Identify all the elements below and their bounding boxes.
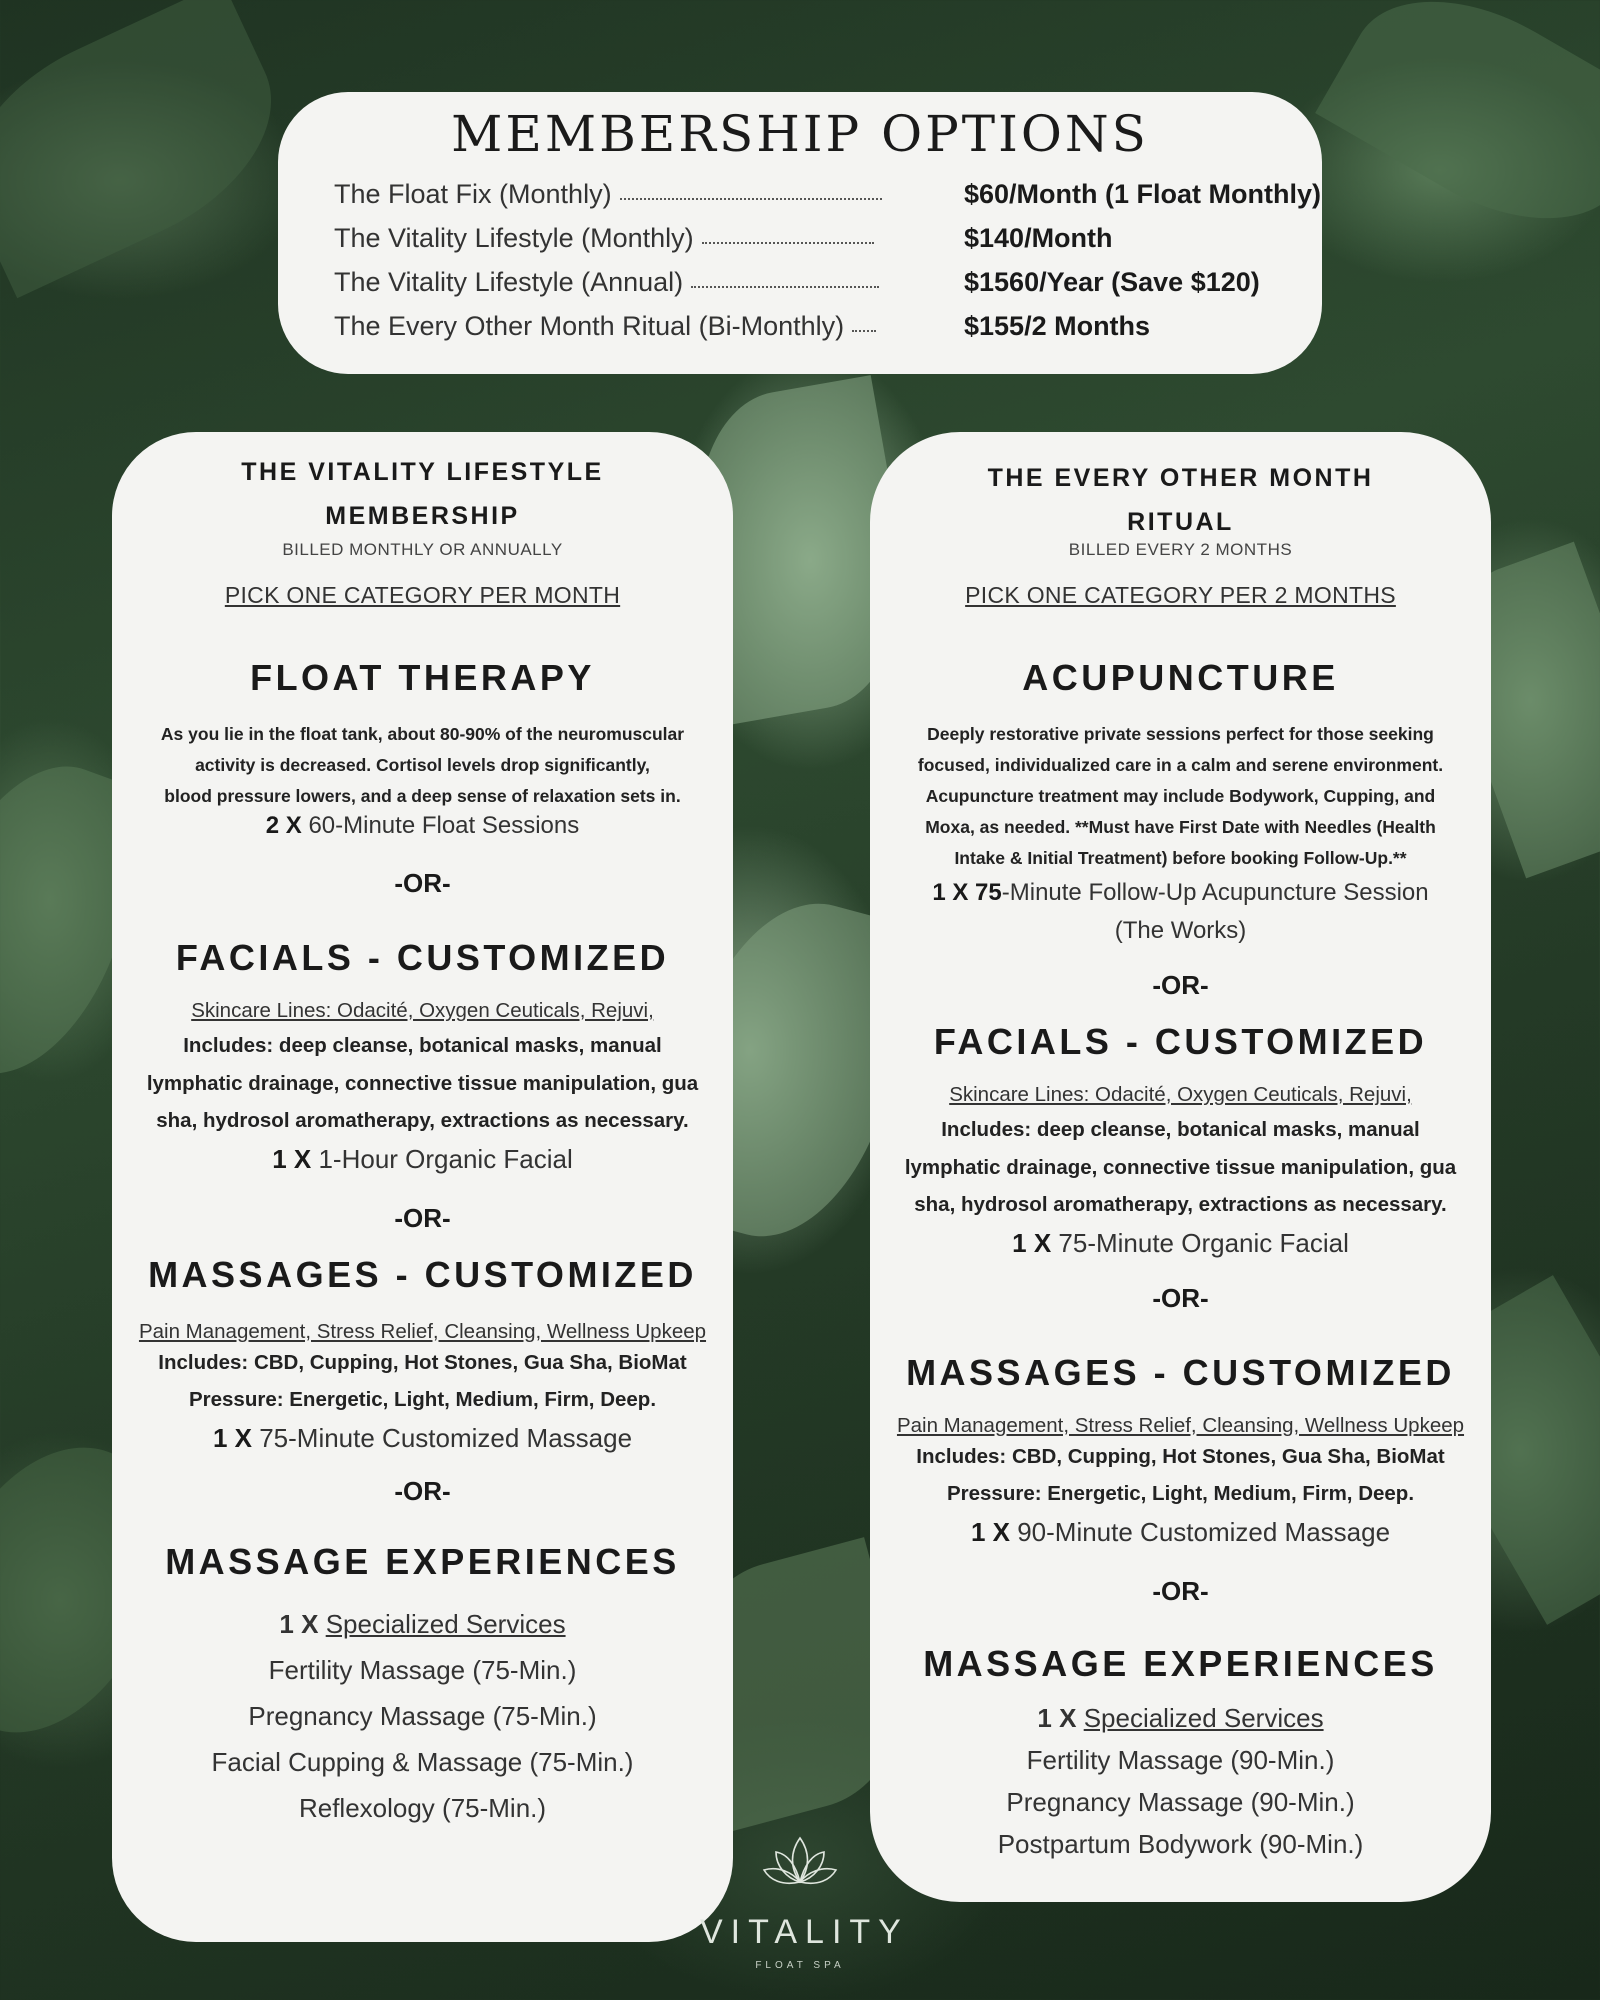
specialized-services [870,1697,1491,1739]
specialized-services-link: Specialized Services [1083,1702,1324,1733]
experience-item: Facial Cupping & Massage (75-Min.) [211,1746,634,1777]
description-line: Includes: CBD, Cupping, Hot Stones, Gua Sha, BioMat [158,1350,687,1374]
vitality-logo [700,1830,909,1971]
price-row [334,166,1321,210]
or-divider: -OR- [394,1475,451,1506]
section-description [870,719,1491,874]
lotus-icon [760,1830,840,1900]
service-quantity [112,1144,733,1175]
leaf-decoration [1315,0,1600,263]
section-title-facials: FACIALS - CUSTOMIZED [933,1021,1428,1062]
membership-title-line: RITUAL [1127,508,1234,536]
quantity-count: 1 X 75 [932,879,1002,906]
section-description [870,1438,1491,1513]
membership-options-card [278,92,1322,374]
quantity-text: 90-Minute Customized Massage [1009,1516,1391,1547]
experience-item: Fertility Massage (75-Min.) [268,1654,577,1685]
or-divider: -OR- [1152,1282,1209,1313]
section-title-massages: MASSAGES - CUSTOMIZED [148,1253,697,1295]
quantity-count: 2 X [265,812,302,839]
quantity-text: -Minute Follow-Up Acupuncture Session [1001,879,1429,906]
massage-focus-lines: Pain Management, Stress Relief, Cleansing, Wellness Upkeep [896,1413,1465,1437]
quantity-count: 1 X [272,1143,312,1174]
description-line: blood pressure lowers, and a deep sense of relaxation sets in. [164,786,681,806]
membership-title-line: MEMBERSHIP [325,502,520,530]
pick-category-note: PICK ONE CATEGORY PER MONTH [224,582,621,608]
plan-price: $1560/Year (Save $120) [964,267,1260,297]
membership-title [870,456,1491,544]
service-quantity [870,1228,1491,1259]
leaf-decoration [0,0,307,298]
quantity-text: 60-Minute Float Sessions [301,812,580,839]
dot-leader [691,278,879,288]
plan-price: $155/2 Months [964,311,1151,341]
plan-price: $140/Month [964,223,1113,253]
price-row [334,254,1294,298]
experience-item: Fertility Massage (90-Min.) [1026,1744,1335,1775]
price-row [334,210,1294,254]
page-title: MEMBERSHIP OPTIONS [451,105,1149,163]
or-divider: -OR- [394,868,451,898]
description-line: lymphatic drainage, connective tissue manipulation, gua [904,1155,1457,1179]
service-quantity [112,1423,733,1454]
price-row [334,298,1294,342]
service-note: (The Works) [1114,917,1247,944]
section-title-massages: MASSAGES - CUSTOMIZED [906,1351,1455,1393]
description-line: As you lie in the float tank, about 80-90% of the neuromuscular [160,724,685,744]
description-line: activity is decreased. Cortisol levels drop significantly, [195,755,650,775]
description-line: lymphatic drainage, connective tissue manipulation, gua [146,1071,699,1095]
quantity-text: 75-Minute Organic Facial [1051,1227,1349,1258]
plan-price: $60/Month (1 Float Monthly) [964,179,1321,209]
dot-leader [702,234,874,244]
quantity-count: 1 X [279,1608,319,1639]
membership-title [112,450,733,538]
section-title-facials: FACIALS - CUSTOMIZED [175,937,670,978]
experience-item: Pregnancy Massage (90-Min.) [1006,1786,1355,1817]
section-title-float: FLOAT THERAPY [250,657,595,698]
description-line: Pressure: Energetic, Light, Medium, Firm, Deep. [188,1388,657,1411]
quantity-count: 1 X [1037,1702,1077,1733]
membership-title-line: THE EVERY OTHER MONTH [987,464,1374,492]
description-line: Acupuncture treatment may include Bodywork, Cupping, and [925,786,1436,806]
or-divider: -OR- [1152,970,1209,1000]
section-description [870,1111,1491,1224]
experience-item: Postpartum Bodywork (90-Min.) [997,1828,1364,1859]
experience-item: Pregnancy Massage (75-Min.) [248,1700,597,1731]
quantity-count: 1 X [1012,1227,1052,1258]
description-line: sha, hydrosol aromatherapy, extractions as necessary. [156,1109,689,1132]
section-title-experiences: MASSAGE EXPERIENCES [165,1540,680,1582]
logo-subtitle: FLOAT SPA [755,1960,845,1971]
or-divider: -OR- [394,1202,451,1233]
description-line: Includes: CBD, Cupping, Hot Stones, Gua Sha, BioMat [916,1444,1445,1468]
description-line: Includes: deep cleanse, botanical masks, manual [183,1034,662,1057]
every-other-month-card [870,432,1491,1902]
billing-note: BILLED EVERY 2 MONTHS [1068,540,1293,559]
vitality-lifestyle-card [112,432,733,1942]
skincare-lines: Skincare Lines: Odacité, Oxygen Ceuticals, Rejuvi, [949,1083,1412,1106]
membership-title-line: THE VITALITY LIFESTYLE [241,458,604,486]
description-line: Intake & Initial Treatment) before booking Follow-Up.** [954,848,1407,868]
description-line: Deeply restorative private sessions perfect for those seeking [927,724,1434,744]
plan-name: The Vitality Lifestyle (Monthly) [334,223,694,253]
price-list [334,166,1321,342]
quantity-text: 75-Minute Customized Massage [251,1422,633,1453]
description-line: focused, individualized care in a calm and serene environment. [917,755,1444,775]
skincare-lines: Skincare Lines: Odacité, Oxygen Ceuticals, Rejuvi, [191,999,654,1022]
billing-note: BILLED MONTHLY OR ANNUALLY [282,540,563,559]
dot-leader [852,322,876,332]
service-quantity [870,1517,1491,1548]
section-description [112,719,733,812]
plan-name: The Vitality Lifestyle (Annual) [334,267,684,297]
section-title-experiences: MASSAGE EXPERIENCES [923,1642,1438,1684]
plan-name: The Float Fix (Monthly) [334,179,612,209]
description-line: Includes: deep cleanse, botanical masks, manual [941,1118,1420,1141]
description-line: Moxa, as needed. **Must have First Date with Needles (Health [925,817,1436,837]
plan-name: The Every Other Month Ritual (Bi-Monthly) [334,311,845,341]
service-quantity [112,812,733,840]
section-title-acupuncture: ACUPUNCTURE [1022,657,1339,698]
section-description [112,1344,733,1419]
pick-category-note: PICK ONE CATEGORY PER 2 MONTHS [965,582,1396,608]
logo-wordmark: VITALITY [700,1913,909,1951]
experience-item: Reflexology (75-Min.) [298,1792,547,1823]
description-line: sha, hydrosol aromatherapy, extractions as necessary. [914,1193,1447,1216]
quantity-count: 1 X [970,1516,1010,1547]
specialized-services-link: Specialized Services [325,1608,566,1639]
dot-leader [620,190,882,200]
massage-focus-lines: Pain Management, Stress Relief, Cleansing, Wellness Upkeep [138,1319,707,1343]
specialized-services [112,1601,733,1647]
service-quantity [870,874,1491,912]
quantity-count: 1 X [212,1422,252,1453]
section-description [112,1027,733,1140]
quantity-text: 1-Hour Organic Facial [311,1143,573,1174]
or-divider: -OR- [1152,1575,1209,1606]
description-line: Pressure: Energetic, Light, Medium, Firm, Deep. [946,1482,1415,1505]
